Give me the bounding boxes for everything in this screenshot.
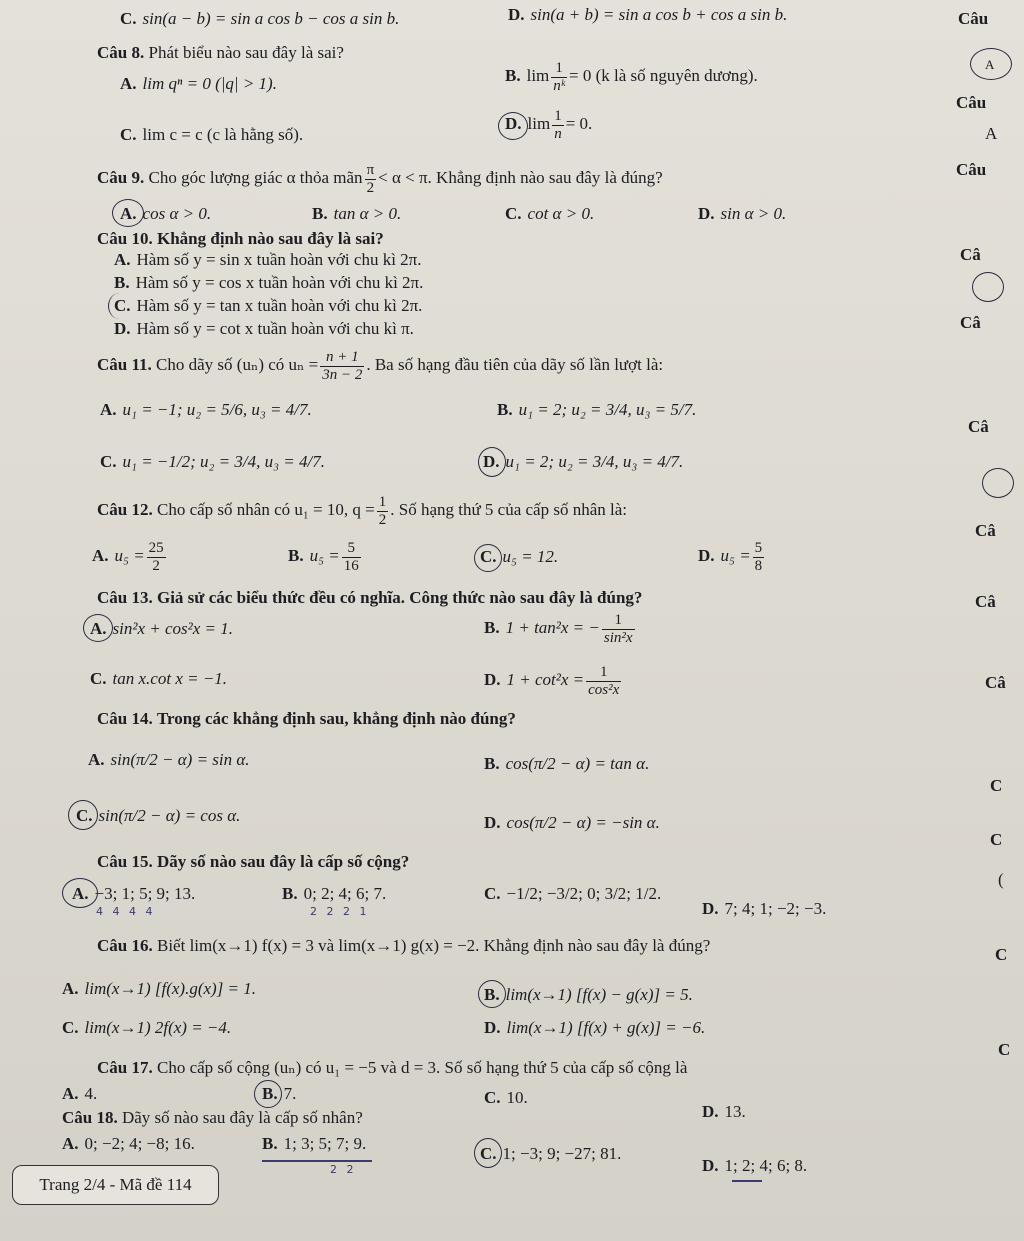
option-text: lim(x→1) 2f(x) = −4.	[84, 1018, 232, 1037]
q11-option-a	[100, 399, 312, 421]
question-text: Dãy số nào sau đây là cấp số cộng?	[156, 852, 410, 871]
option-letter: A.	[114, 250, 131, 269]
right-margin-text: C	[990, 830, 1003, 849]
option-text: 0; −2; 4; −8; 16.	[84, 1134, 195, 1153]
q9-option-b	[312, 203, 401, 225]
q13-option-d	[484, 658, 623, 702]
q9-option-d	[698, 203, 786, 225]
fraction	[753, 540, 765, 575]
answer-circle-mark	[254, 1080, 282, 1108]
option-text: 4.	[84, 1084, 98, 1103]
q14-option-b	[484, 753, 649, 775]
question-label: Câu 13.	[97, 588, 153, 607]
q16-option-c	[62, 1017, 231, 1039]
q10-option-d	[114, 318, 414, 340]
answer-circle-mark	[474, 1138, 502, 1168]
question-9	[97, 158, 663, 198]
q16-option-d	[484, 1017, 705, 1039]
right-margin-text: Câ	[975, 592, 996, 611]
option-text: u₅ =	[309, 546, 340, 565]
denominator: 2	[366, 179, 375, 196]
option-letter: B.	[288, 546, 304, 565]
handwritten-note: 2 2	[330, 1163, 357, 1176]
option-text: 1; 2; 4; 6; 8.	[724, 1156, 808, 1175]
q11-option-d	[483, 451, 683, 473]
answer-circle-mark	[83, 614, 113, 642]
q15-option-d	[702, 898, 826, 920]
question-text: Cho cấp số nhân có u₁ = 10, q =	[156, 500, 375, 519]
option-text: 7.	[283, 1084, 297, 1103]
numerator: 1	[554, 107, 562, 124]
question-text: Cho góc lượng giác α thỏa mãn	[148, 168, 363, 187]
question-text: Giả sử các biểu thức đều có nghĩa. Công thức nào sau đây là đúng?	[156, 588, 643, 607]
right-margin-text: (	[998, 870, 1004, 889]
q17-option-d	[702, 1101, 746, 1123]
question-label: Câu 11.	[97, 355, 152, 374]
option-letter: A.	[92, 546, 109, 565]
numerator: 1	[586, 664, 621, 682]
right-margin-text: Câu	[958, 9, 989, 28]
numerator: 1	[602, 612, 635, 630]
q15-option-c	[484, 883, 661, 905]
handwritten-note: 4 4 4 4	[96, 905, 156, 918]
option-letter: D.	[702, 1156, 719, 1175]
option-text: Hàm số y = tan x tuần hoàn với chu kì 2π.	[136, 296, 423, 315]
option-letter: C.	[90, 669, 107, 688]
option-letter: A.	[72, 884, 89, 903]
option-text: = 0.	[565, 114, 593, 133]
option-text: 1; −3; 9; −27; 81.	[502, 1144, 622, 1163]
q14-option-c	[76, 805, 240, 827]
q12-option-a	[92, 536, 168, 576]
numerator: 5	[342, 540, 361, 558]
option-letter: C.	[100, 452, 117, 471]
right-margin-text: Câ	[985, 673, 1006, 692]
option-text: sin(π/2 − α) = cos α.	[98, 806, 241, 825]
question-14	[97, 708, 516, 730]
option-letter: C.	[120, 9, 137, 28]
option-letter: A.	[90, 619, 107, 638]
option-text: 1 + cot²x =	[506, 670, 585, 689]
question-10	[97, 228, 384, 250]
option-letter: A.	[88, 750, 105, 769]
option-text: 0; 2; 4; 6; 7.	[303, 884, 387, 903]
option-text: Hàm số y = sin x tuần hoàn với chu kì 2π.	[136, 250, 422, 269]
numerator: n + 1	[320, 349, 364, 367]
denominator: 2	[378, 511, 387, 528]
denominator: sin²x	[603, 629, 633, 646]
denominator: n	[554, 125, 562, 142]
answer-circle-mark	[478, 980, 506, 1008]
option-letter: C.	[114, 296, 131, 315]
top-option-d	[508, 4, 787, 26]
option-letter: D.	[114, 319, 131, 338]
option-text: Hàm số y = cos x tuần hoàn với chu kì 2π.	[135, 273, 424, 292]
q16-option-a	[62, 978, 256, 1000]
option-text: lim(x→1) [f(x).g(x)] = 1.	[84, 979, 257, 998]
answer-circle-mark	[112, 199, 144, 227]
q14-option-d	[484, 812, 660, 834]
option-text: u₅ =	[114, 546, 145, 565]
q15-option-b	[282, 883, 386, 905]
denominator: cos²x	[588, 681, 620, 698]
option-text: cot α > 0.	[527, 204, 595, 223]
option-text: 1 + tan²x = −	[505, 618, 600, 637]
option-letter: D.	[698, 204, 715, 223]
right-margin-text: C	[998, 1040, 1011, 1059]
right-margin-text: Câ	[968, 417, 989, 436]
option-text: 1; 3; 5; 7; 9.	[283, 1134, 367, 1153]
option-letter: C.	[505, 204, 522, 223]
option-text: sin α > 0.	[720, 204, 787, 223]
handwritten-note: 2 2 2 1	[310, 905, 370, 918]
q18-option-d	[702, 1155, 807, 1177]
question-text: Dãy số nào sau đây là cấp số nhân?	[121, 1108, 363, 1127]
option-text: u₁ = 2; u₂ = 3/4, u₃ = 5/7.	[518, 400, 697, 419]
option-text: u₁ = −1/2; u₂ = 3/4, u₃ = 4/7.	[122, 452, 325, 471]
answer-circle-mark	[62, 878, 98, 908]
question-16	[97, 935, 710, 957]
option-letter: D.	[505, 114, 522, 133]
option-letter: B.	[505, 66, 521, 85]
question-label: Câu 10.	[97, 229, 153, 248]
right-margin-text: Câu	[956, 93, 987, 112]
top-option-c	[120, 8, 399, 30]
q12-option-d	[698, 536, 766, 576]
q8-option-a	[120, 73, 277, 95]
q13-option-b	[484, 606, 637, 650]
option-letter: D.	[484, 1018, 501, 1037]
option-text: = 0 (k là số nguyên dương).	[568, 66, 758, 85]
right-margin-text: Câ	[960, 245, 981, 264]
question-label: Câu 9.	[97, 168, 145, 187]
denominator: 2	[152, 557, 160, 574]
option-letter: D.	[484, 813, 501, 832]
numerator: 5	[754, 539, 763, 556]
option-text: −1/2; −3/2; 0; 3/2; 1/2.	[506, 884, 662, 903]
option-letter: B.	[497, 400, 513, 419]
option-text: sin(a − b) = sin a cos b − cos a sin b.	[142, 9, 400, 28]
option-text: Hàm số y = cot x tuần hoàn với chu kì π.	[136, 319, 414, 338]
q8-option-c	[120, 124, 303, 146]
option-letter: C.	[484, 884, 501, 903]
question-text: Phát biểu nào sau đây là sai?	[148, 43, 344, 62]
q9-option-c	[505, 203, 594, 225]
option-text: lim	[527, 114, 551, 133]
option-letter: A.	[100, 400, 117, 419]
option-letter: B.	[484, 754, 500, 773]
fraction	[147, 540, 166, 575]
answer-circle-mark	[498, 112, 528, 140]
option-letter: D.	[698, 546, 715, 565]
numerator: 1	[378, 493, 387, 510]
fraction	[342, 540, 361, 575]
answer-check-mark	[108, 293, 131, 319]
option-text: −3; 1; 5; 9; 13.	[94, 884, 196, 903]
right-margin-text: C	[990, 776, 1003, 795]
option-letter: C.	[76, 806, 93, 825]
option-text: lim(x→1) [f(x) − g(x)] = 5.	[505, 985, 693, 1004]
fraction	[602, 612, 635, 647]
right-margin-text: C	[995, 945, 1008, 964]
q8-option-b	[505, 56, 758, 96]
option-text: 7; 4; 1; −2; −3.	[724, 899, 827, 918]
question-text: . Số hạng thứ 5 của cấp số nhân là:	[390, 500, 628, 519]
option-letter: A.	[62, 1134, 79, 1153]
fraction	[320, 349, 364, 384]
option-letter: D.	[702, 1102, 719, 1121]
q10-option-a	[114, 249, 422, 271]
option-letter: C.	[484, 1088, 501, 1107]
option-letter: C.	[480, 547, 497, 566]
q13-option-c	[90, 668, 227, 690]
option-letter: B.	[484, 618, 500, 637]
option-text: 10.	[506, 1088, 528, 1107]
q11-option-c	[100, 451, 325, 473]
option-letter: C.	[480, 1144, 497, 1163]
fraction	[552, 108, 564, 143]
numerator: 25	[148, 539, 164, 556]
option-letter: D.	[484, 670, 501, 689]
option-text: tan α > 0.	[333, 204, 402, 223]
option-letter: A.	[120, 204, 137, 223]
option-letter: B.	[114, 273, 130, 292]
question-text: Cho cấp số cộng (uₙ) có u₁ = −5 và d = 3. Số số hạng thứ 5 của cấp số cộng là	[156, 1058, 688, 1077]
q11-option-b	[497, 399, 696, 421]
option-letter: A.	[62, 979, 79, 998]
right-margin-text: Câu	[956, 160, 987, 179]
option-text: cos(π/2 − α) = tan α.	[505, 754, 650, 773]
question-8	[97, 42, 344, 64]
q16-option-b	[484, 984, 693, 1006]
option-letter: B.	[282, 884, 298, 903]
question-label: Câu 8.	[97, 43, 145, 62]
answer-circle-mark	[972, 272, 1004, 302]
option-letter: C.	[62, 1018, 79, 1037]
option-text: sin(a + b) = sin a cos b + cos a sin b.	[530, 5, 788, 24]
answer-circle-mark	[68, 800, 98, 830]
question-label: Câu 12.	[97, 500, 153, 519]
question-label: Câu 14.	[97, 709, 153, 728]
option-text: lim	[526, 66, 550, 85]
question-text: . Ba số hạng đầu tiên của dãy số lần lượt là:	[366, 355, 664, 374]
q17-option-c	[484, 1087, 528, 1109]
option-text: cos(π/2 − α) = −sin α.	[506, 813, 660, 832]
fraction	[586, 664, 621, 699]
option-letter: D.	[702, 899, 719, 918]
q17-option-a	[62, 1083, 97, 1105]
q14-option-a	[88, 749, 250, 771]
question-label: Câu 15.	[97, 852, 153, 871]
question-text: Trong các khẳng định sau, khẳng định nào đúng?	[156, 709, 516, 728]
fraction	[551, 60, 567, 95]
q18-option-b	[262, 1133, 366, 1155]
option-text: u₅ = 12.	[502, 547, 559, 566]
option-letter: D.	[483, 452, 500, 471]
option-letter: B.	[262, 1084, 278, 1103]
denominator: 16	[343, 557, 359, 574]
handwritten-underline	[262, 1160, 372, 1162]
question-text: Biết lim(x→1) f(x) = 3 và lim(x→1) g(x) = −2. Khẳng định nào sau đây là đúng?	[156, 936, 711, 955]
option-letter: B.	[484, 985, 500, 1004]
option-letter: B.	[262, 1134, 278, 1153]
question-label: Câu 18.	[62, 1108, 118, 1127]
question-label: Câu 16.	[97, 936, 153, 955]
option-text: u₅ =	[720, 546, 751, 565]
option-letter: A.	[120, 74, 137, 93]
question-label: Câu 17.	[97, 1058, 153, 1077]
answer-circle-mark	[982, 468, 1014, 498]
question-text: < α < π. Khẳng định nào sau đây là đúng?	[378, 168, 663, 187]
q10-option-b	[114, 272, 423, 294]
option-text: cos α > 0.	[142, 204, 212, 223]
option-letter: B.	[312, 204, 328, 223]
right-margin-text: A	[985, 124, 998, 143]
question-17	[97, 1057, 687, 1079]
option-text: lim(x→1) [f(x) + g(x)] = −6.	[506, 1018, 706, 1037]
answer-circle-mark	[478, 447, 506, 477]
option-letter: A.	[62, 1084, 79, 1103]
page-footer: Trang 2/4 - Mã đề 114	[12, 1165, 219, 1205]
option-letter: C.	[120, 125, 137, 144]
question-12	[97, 490, 627, 530]
denominator: 3n − 2	[322, 366, 363, 383]
option-text: lim c = c (c là hằng số).	[142, 125, 304, 144]
q18-option-a	[62, 1133, 195, 1155]
answer-circle-mark	[474, 544, 502, 572]
option-text: 13.	[724, 1102, 746, 1121]
handwritten-underline	[732, 1180, 762, 1182]
option-letter: D.	[508, 5, 525, 24]
question-11	[97, 345, 663, 385]
right-margin-text: A	[985, 57, 995, 72]
right-margin-text: Câ	[960, 313, 981, 332]
question-18	[62, 1107, 363, 1129]
question-text: Cho dãy số (uₙ) có uₙ =	[156, 355, 319, 374]
option-text: sin(π/2 − α) = sin α.	[110, 750, 250, 769]
option-text: u₁ = −1; u₂ = 5/6, u₃ = 4/7.	[122, 400, 312, 419]
q10-option-c	[114, 295, 422, 317]
option-text: lim qⁿ = 0 (|q| > 1).	[142, 74, 277, 93]
question-text: Khẳng định nào sau đây là sai?	[156, 229, 384, 248]
denominator: nᵏ	[553, 77, 565, 94]
numerator: π	[366, 161, 375, 178]
option-text: u₁ = 2; u₂ = 3/4, u₃ = 4/7.	[505, 452, 684, 471]
q12-option-b	[288, 536, 363, 576]
fraction	[377, 494, 389, 529]
fraction	[365, 162, 377, 197]
answer-circle-mark	[970, 48, 1012, 80]
question-15	[97, 851, 409, 873]
option-text: sin²x + cos²x = 1.	[112, 619, 234, 638]
right-margin-text: Câ	[975, 521, 996, 540]
option-text: tan x.cot x = −1.	[112, 669, 228, 688]
numerator: 1	[551, 60, 567, 78]
denominator: 8	[754, 557, 763, 574]
